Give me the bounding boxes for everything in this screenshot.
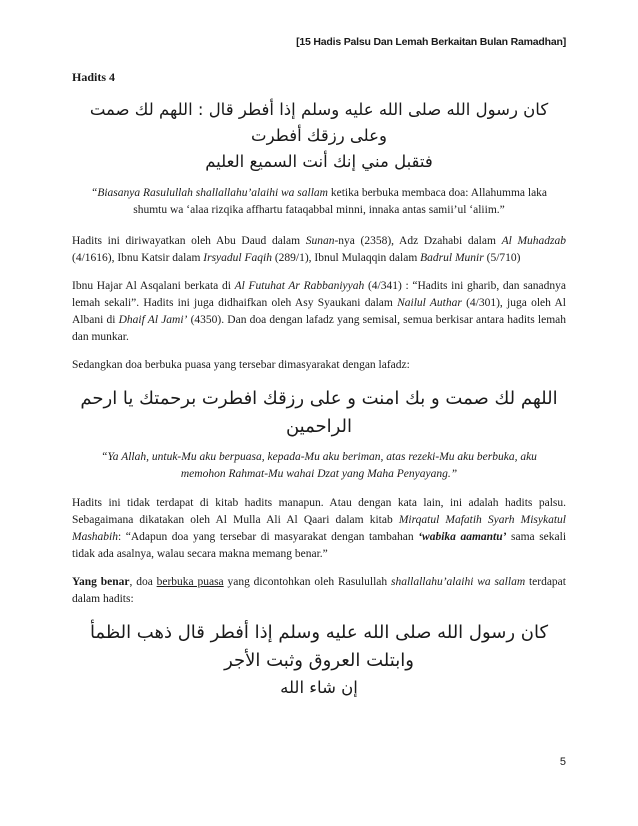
text-span: : “Adapun doa yang tersebar di masyarakat dengan tambahan <box>118 531 419 543</box>
doa-2-arabic: اللهم لك صمت و بك امنت و على رزقك افطرت برحمتك يا ارحم الراحمين <box>80 388 558 437</box>
translit-upright: ketika berbuka membaca doa: <box>327 187 471 199</box>
text-span: (5/710) <box>483 252 521 264</box>
quoted-phrase: ‘wabika aamantu’ <box>418 531 507 543</box>
book-title: Badrul Munir <box>420 252 484 264</box>
translit-italic-a: “Biasanya Rasulullah shallallahu’alaihi wa sallam <box>90 187 328 199</box>
doa-1-transliteration <box>80 185 558 219</box>
doa-2-transliteration: “Ya Allah, untuk-Mu aku berpuasa, kepada-Mu aku beriman, atas rezeki-Mu aku berbuka, aku memohon Rahmat-Mu wahai Dzat yang Maha Penyayang.” <box>101 451 537 480</box>
doa-1-arabic-line-2: فتقبل مني إنك أنت السميع العليم <box>205 152 433 171</box>
salawat-phrase: shallallahu’alaihi wa sallam <box>390 576 526 588</box>
book-title: Sunan <box>305 235 335 247</box>
doa-3-arabic-line-1: كان رسول الله صلى الله عليه وسلم إذا أفطر قال ذهب الظمأ وابتلت العروق وثبت الأجر <box>89 622 549 671</box>
link-berbuka-puasa[interactable]: berbuka puasa <box>156 576 224 588</box>
running-header: [15 Hadis Palsu Dan Lemah Berkaitan Bulan Ramadhan] <box>296 36 566 48</box>
text-span: (4350). Dan doa dengan lafadz yang semisal, semua berkisar antara hadits lemah dan munkar. <box>72 314 566 343</box>
doa-1-arabic <box>72 97 566 175</box>
paragraph-intro-doa-2: Sedangkan doa berbuka puasa yang tersebar dimasyarakat dengan lafadz: <box>72 359 410 371</box>
book-title: Al Muhadzab <box>501 235 566 247</box>
text-span: , doa <box>129 576 157 588</box>
text-span: Hadits ini diriwayatkan oleh Abu Daud dalam <box>72 235 306 247</box>
section-heading: Hadits 4 <box>72 70 116 84</box>
text-span: -nya (2358), Adz Dzahabi dalam <box>334 235 502 247</box>
book-title: Mirqatul Mafatih Syarh Misykatul Mashabih <box>72 514 566 543</box>
text-span: (4/301), juga oleh Al Albani di <box>72 297 566 326</box>
paragraph-yang-benar <box>72 574 566 608</box>
text-span: Hadits ini tidak terdapat di kitab hadits manapun. Atau dengan kata lain, ini adalah hadits palsu. Sebagaimana dikatakan oleh Al Mulla Ali Al Qaari dalam kitab <box>72 497 566 526</box>
translit-doa-text: Allahumma laka shumtu wa ‘alaa rizqika affhartu fataqabbal minni, innaka antas samii’ul ‘aliim.” <box>133 187 548 216</box>
doa-1-arabic-line-1: كان رسول الله صلى الله عليه وسلم إذا أفطر قال : اللهم لك صمت وعلى رزقك أفطرت <box>89 100 549 145</box>
text-span: (4/1616), Ibnu Katsir dalam <box>72 252 204 264</box>
page-number: 5 <box>559 756 566 768</box>
book-title: Dhaif Al Jami’ <box>118 314 188 326</box>
doa-3-arabic <box>72 619 566 701</box>
text-span: (4/341) : “Hadits ini gharib, dan sanadnya lemah sekali”. Hadits ini juga didhaifkan oleh Asy Syaukani dalam <box>72 280 567 309</box>
text-span: (289/1), Ibnul Mulaqqin dalam <box>271 252 421 264</box>
paragraph-ibnu-hajar <box>72 278 566 346</box>
paragraph-hadits-palsu <box>72 495 566 563</box>
text-span: Ibnu Hajar Al Asqalani berkata di <box>72 280 235 292</box>
text-span: sama sekali tidak ada asalnya, walau secara makna memang benar.” <box>72 531 567 560</box>
doa-3-arabic-line-2: إن شاء الله <box>280 678 358 697</box>
paragraph-riwayat <box>72 233 566 267</box>
text-span: terdapat dalam hadits: <box>72 576 566 605</box>
bold-phrase: Yang benar <box>72 576 130 588</box>
page-content <box>72 70 566 701</box>
book-title: Irsyadul Faqih <box>203 252 272 264</box>
book-title: Al Futuhat Ar Rabbaniyyah <box>234 280 365 292</box>
book-title: Nailul Authar <box>397 297 462 309</box>
text-span: yang dicontohkan oleh Rasulullah <box>223 576 391 588</box>
